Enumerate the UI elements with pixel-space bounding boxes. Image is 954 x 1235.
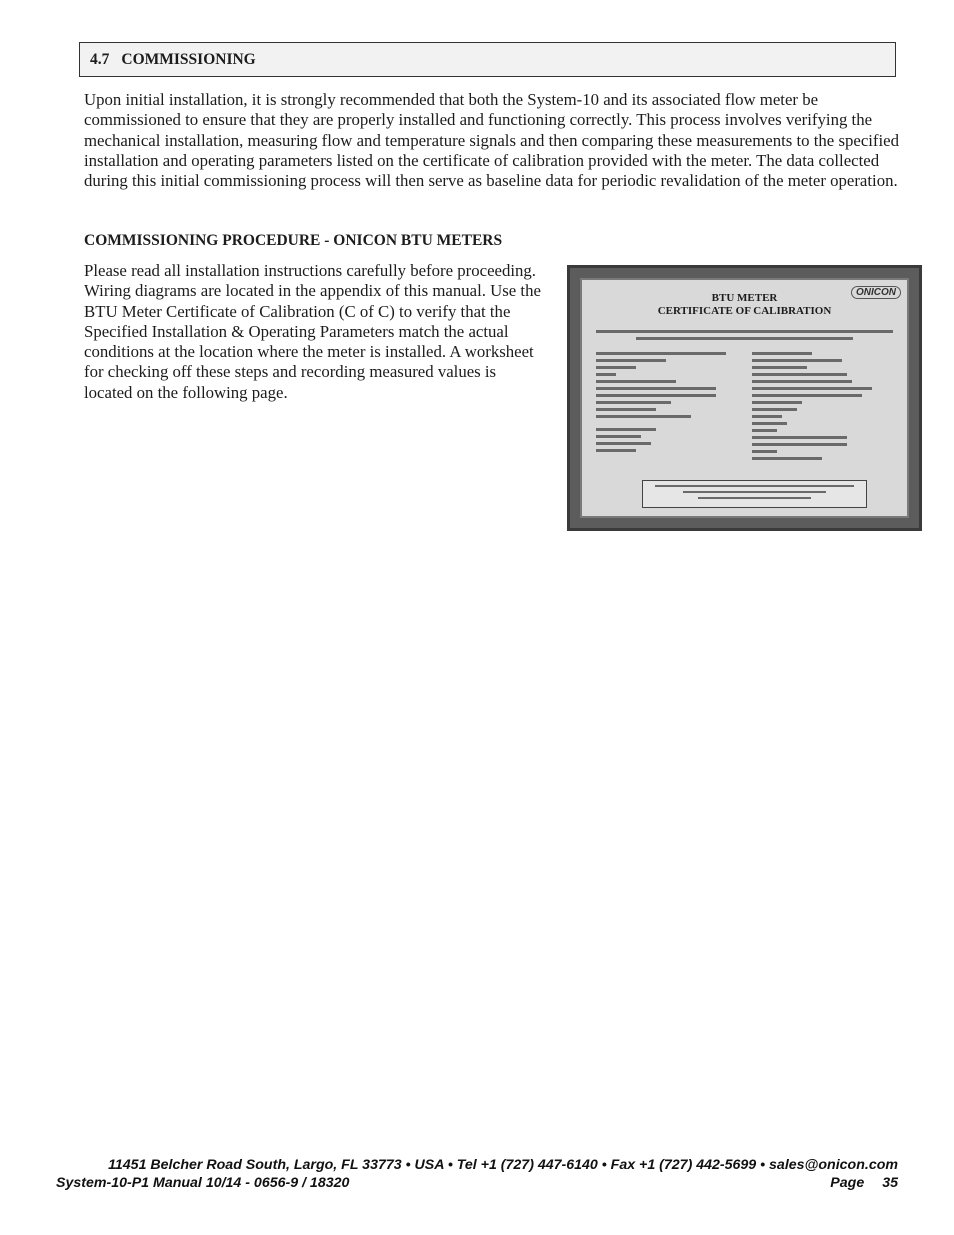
procedure-paragraph: Please read all installation instructions carefully before proceeding. Wiring diagrams are located in the appendix of this manual. Use the BTU Meter Certificate of Calibration (C of C) to verify that the Specified Installation & Operating Parameters match the actual conditions at the location where the meter is installed. A worksheet for checking off these steps and recording measured values is located on the following page. xyxy=(84,261,541,402)
footer-address: 11451 Belcher Road South, Largo, FL 33773 • USA • Tel +1 (727) 447-6140 • Fax +1 (727) 442-5699 • sales@onicon.com xyxy=(108,1157,898,1173)
section-header xyxy=(79,42,896,77)
certificate-page xyxy=(580,278,909,518)
certificate-statement-box xyxy=(642,480,867,508)
certificate-title-line2: CERTIFICATE OF CALIBRATION xyxy=(657,305,832,317)
page-label: Page xyxy=(830,1175,865,1191)
certificate-left-column xyxy=(596,352,736,456)
footer-manual-id: System-10-P1 Manual 10/14 - 0656-9 / 18320 xyxy=(56,1175,350,1191)
certificate-image xyxy=(567,265,922,531)
footer-page xyxy=(830,1175,898,1191)
certificate-right-column xyxy=(752,352,892,464)
onicon-logo: ONICON xyxy=(851,286,901,299)
procedure-heading: COMMISSIONING PROCEDURE - ONICON BTU METERS xyxy=(84,232,503,249)
certificate-title xyxy=(582,292,907,318)
section-number: 4.7 xyxy=(90,50,110,68)
section-title: COMMISSIONING xyxy=(121,50,256,68)
certificate-subtitle-lines xyxy=(596,330,893,344)
footer-manual-line xyxy=(56,1175,898,1191)
page-number: 35 xyxy=(882,1175,898,1191)
certificate-title-line1: BTU METER xyxy=(711,292,778,304)
intro-paragraph: Upon initial installation, it is strongly recommended that both the System-10 and its associated flow meter be commissioned to ensure that they are properly installed and functioning correctly. This process involves verifying the mechanical installation, measuring flow and temperature signals and then comparing these measurements to the specified installation and operating parameters listed on the certificate of calibration provided with the meter. The data collected during this initial commissioning process will then serve as baseline data for periodic revalidation of the meter operation. xyxy=(84,90,900,191)
